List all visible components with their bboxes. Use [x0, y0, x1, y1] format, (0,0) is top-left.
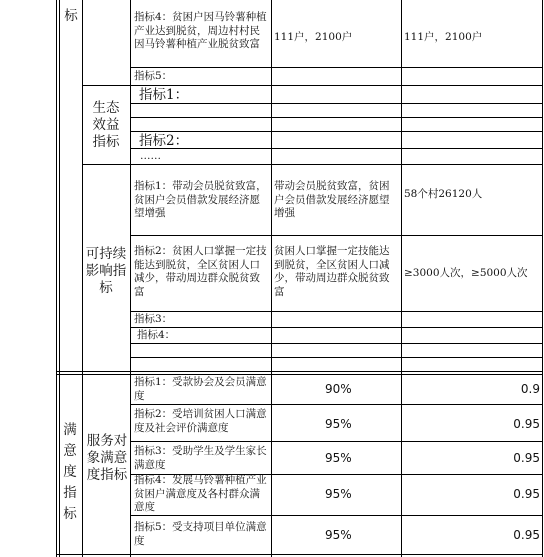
indicator-target: 带动会员脱贫致富，贫困户会员借款发展经济愿望增强 — [274, 180, 390, 219]
indicator-name: 指标4：贫困户因马铃薯种植产业达到脱贫，周边村村民因马铃薯种植产业脱贫致富 — [134, 11, 267, 50]
indicator-target: 95% — [325, 528, 352, 542]
indicator-actual: 111户，2100户 — [404, 31, 483, 43]
category-label-top: 标 — [64, 8, 78, 24]
indicator-name: 指标2：受培训贫困人口满意度及社会评价满意度 — [134, 408, 267, 434]
subcategory-label-eco: 生态效益指标 — [92, 100, 120, 150]
subcategory-label-service: 服务对象满意度指标 — [86, 433, 128, 483]
indicator-actual: 0.95 — [513, 487, 540, 501]
indicator-target: 95% — [325, 417, 352, 431]
indicator-actual: 0.95 — [513, 451, 540, 465]
indicator-target: 95% — [325, 487, 352, 501]
indicator-name: 指标1：受款协会及会员满意度 — [134, 376, 267, 402]
indicator-target: 95% — [325, 451, 352, 465]
indicator-target: 90% — [325, 382, 352, 396]
indicator-target: 贫困人口掌握一定技能达到脱贫，全区贫困人口减少，带动周边群众脱贫致富 — [274, 245, 390, 298]
indicator-name: 指标5： — [134, 70, 173, 82]
indicator-name: 指标1：带动会员脱贫致富，贫困户会员借款发展经济愿望增强 — [134, 180, 267, 219]
indicator-name: 指标4：发展马铃薯种植产业贫困户满意度及各村群众满意度 — [134, 474, 267, 513]
indicator-actual: 0.95 — [513, 528, 540, 542]
indicator-actual: 0.95 — [513, 417, 540, 431]
indicator-actual: 58个村26120人 — [404, 188, 483, 200]
subcategory-label-sustain: 可持续影响指标 — [85, 246, 127, 296]
indicator-name: 指标4： — [137, 329, 176, 341]
indicator-name: 指标2： — [139, 133, 189, 149]
indicator-name: 指标3：受助学生及学生家长满意度 — [134, 445, 267, 471]
indicator-target: 111户，2100户 — [274, 31, 353, 43]
indicator-actual: 0.9 — [520, 382, 540, 396]
indicator-name: 指标2：贫困人口掌握一定技能达到脱贫，全区贫困人口减少，带动周边群众脱贫致富 — [134, 245, 267, 298]
indicator-name: 指标1： — [139, 87, 189, 103]
category-label-satisfaction: 满意度指标 — [63, 422, 77, 522]
indicator-actual: ≥3000人次，≥5000人次 — [404, 267, 528, 279]
indicator-name: …… — [140, 150, 161, 162]
indicator-name: 指标3： — [134, 313, 173, 325]
indicator-name: 指标5：受支持项目单位满意度 — [134, 521, 267, 547]
